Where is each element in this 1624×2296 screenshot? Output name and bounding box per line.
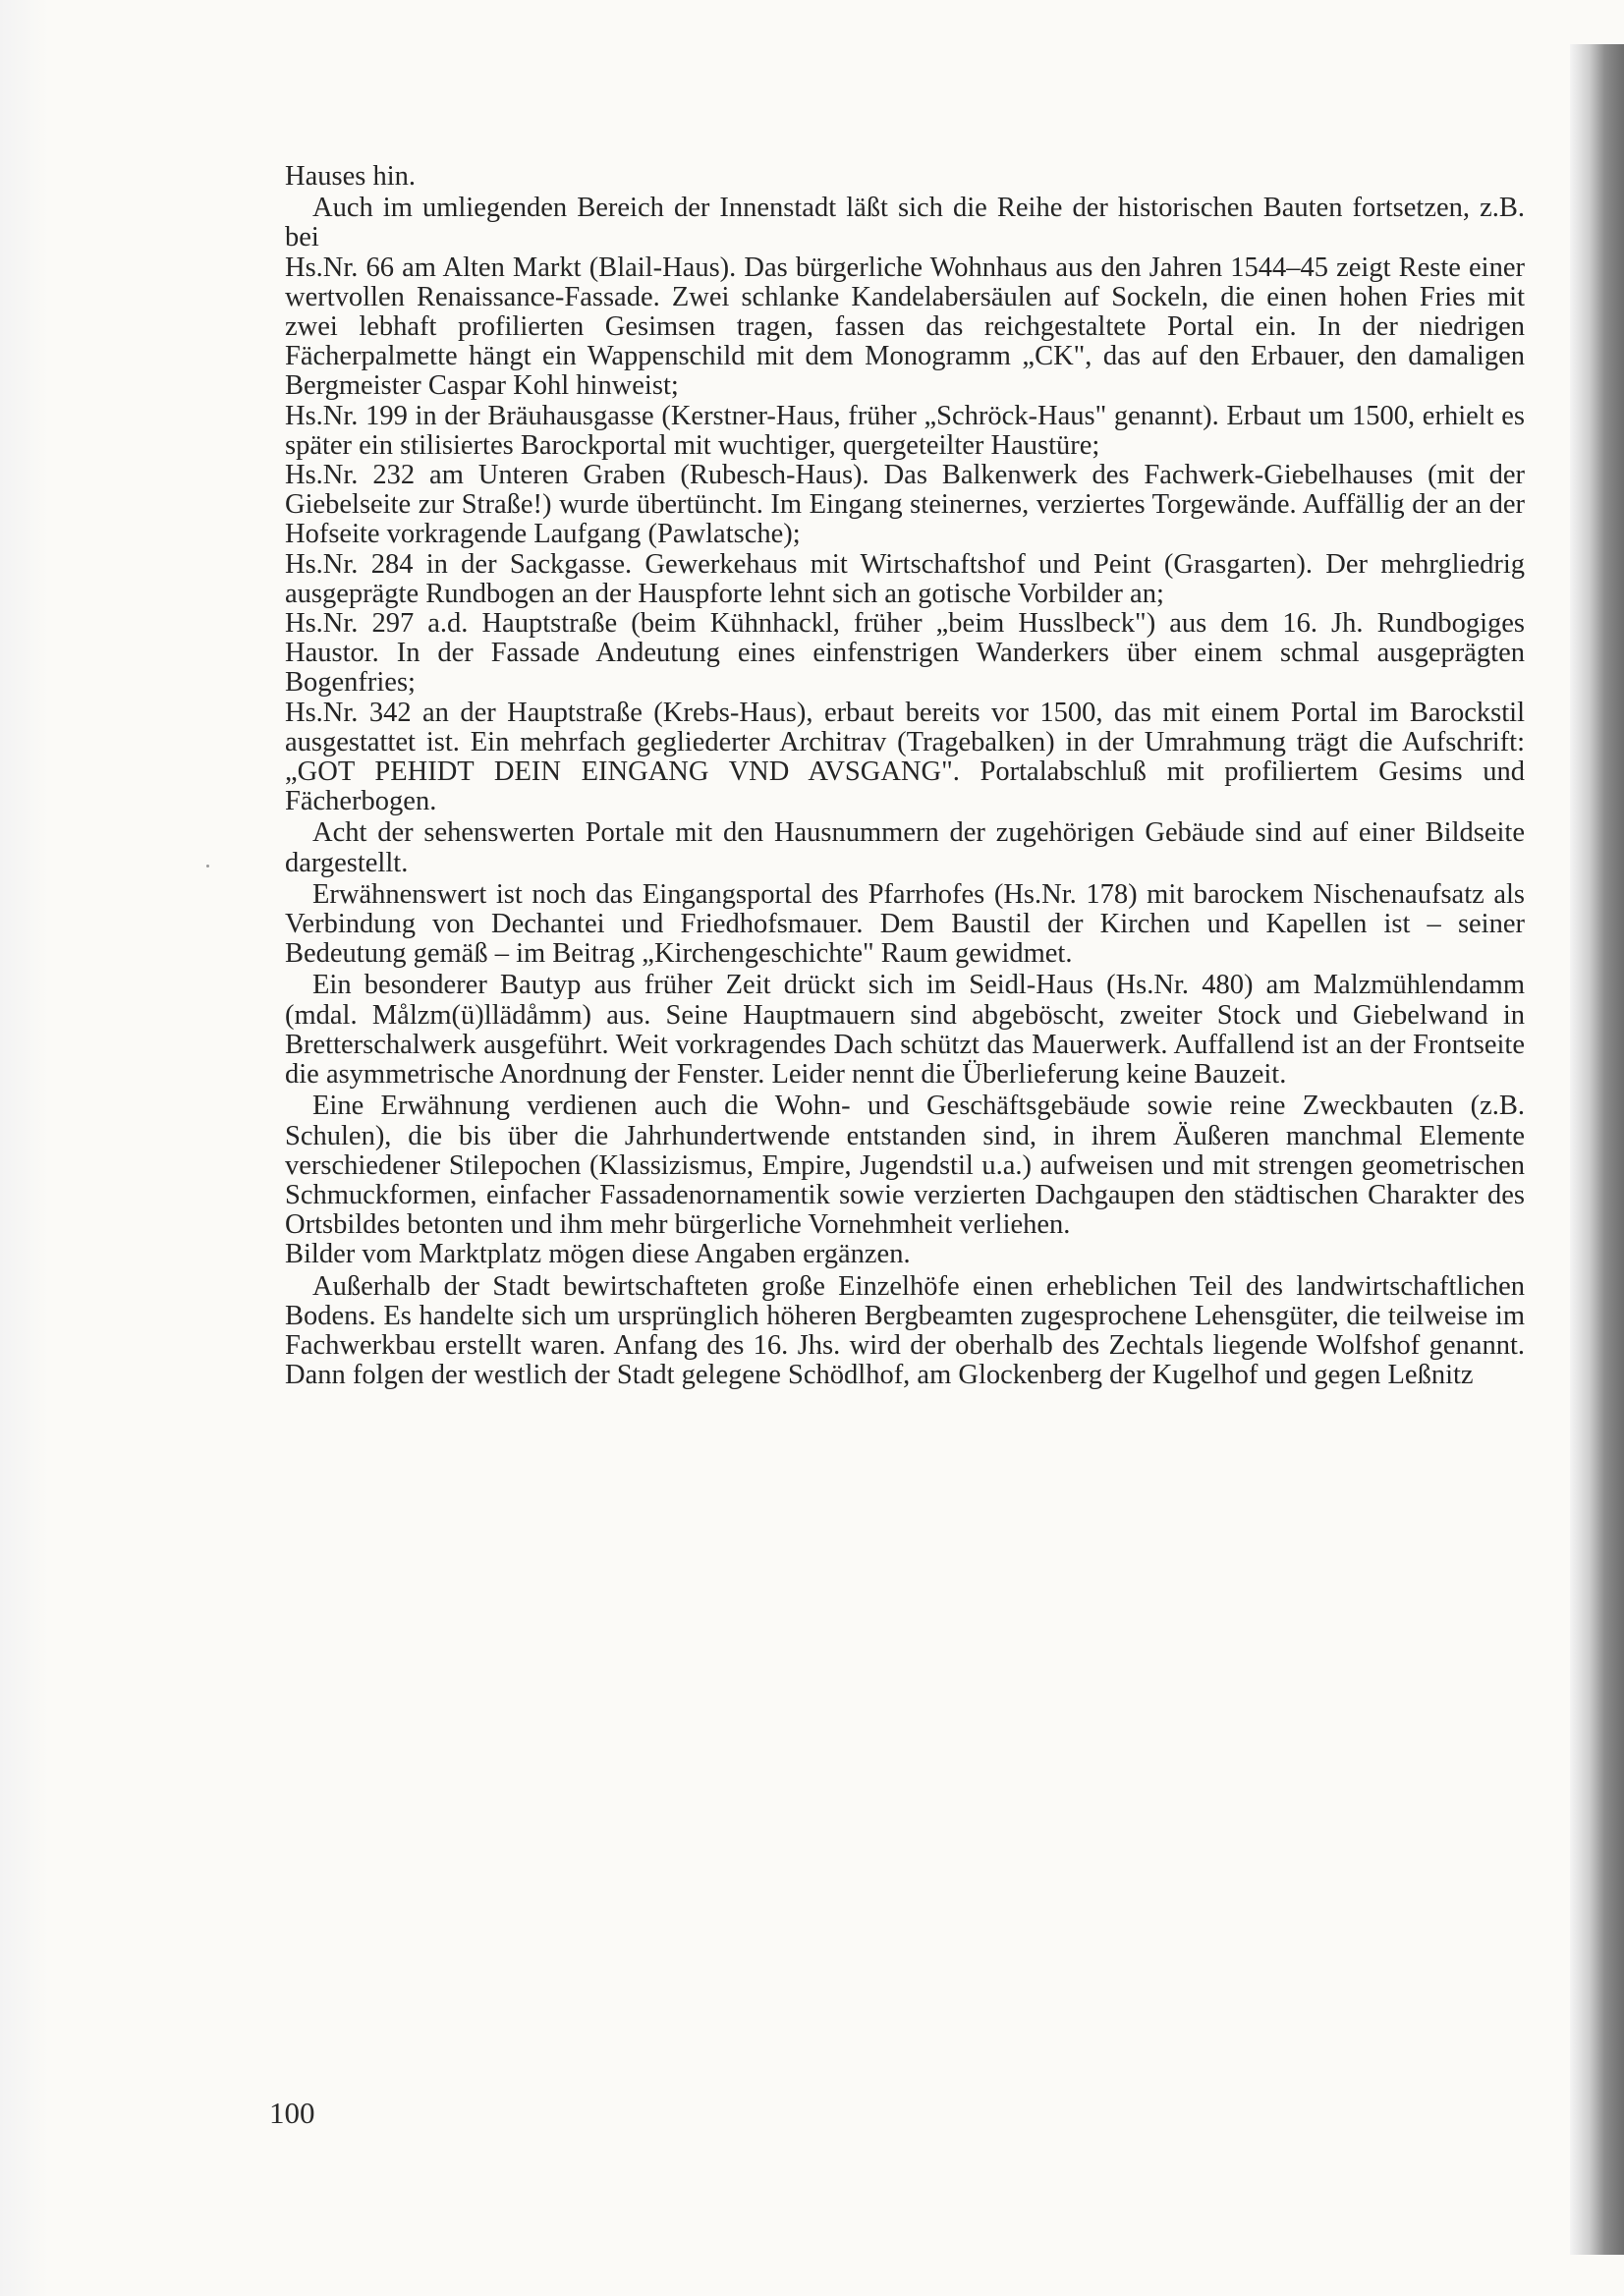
house-entry: Hs.Nr. 199 in der Bräuhausgasse (Kerstner-Haus, früher „Schröck-Haus" genannt). Erbaut um 1500, erhielt es später ein stilisiertes Barockportal mit wuchtiger, quergeteilter Haustüre; <box>285 400 1525 461</box>
house-entry: Hs.Nr. 297 a.d. Hauptstraße (beim Kühnhackl, früher „beim Husslbeck") aus dem 16. Jh. Rundbogiges Haustor. In der Fassade Andeutung eines einfenstrigen Wanderkers über einem schmal ausgeprägten Bogenfries; <box>285 608 1525 699</box>
paragraph: Bilder vom Marktplatz mögen diese Angaben ergänzen. <box>285 1239 911 1270</box>
house-entry: Hs.Nr. 232 am Unteren Graben (Rubesch-Haus). Das Balkenwerk des Fachwerk-Giebelhauses (mit der Giebelseite zur Straße!) wurde übertüncht. Im Eingang steinernes, verziertes Torgewände. Auffällig der an der Hofseite vorkragende Laufgang (Pawlatsche); <box>285 460 1525 550</box>
paragraph: Acht der sehenswerten Portale mit den Hausnummern der zugehörigen Gebäude sind auf einer Bildseite dargestellt. <box>285 817 1525 878</box>
paragraph: Auch im umliegenden Bereich der Innenstadt läßt sich die Reihe der historischen Bauten fortsetzen, z.B. bei <box>285 193 1525 253</box>
body-text <box>285 162 1525 1390</box>
scan-speck <box>206 865 209 868</box>
binding-shadow <box>1570 44 1624 2255</box>
paragraph: Außerhalb der Stadt bewirtschafteten große Einzelhöfe einen erheblichen Teil des landwirtschaftlichen Bodens. Es handelte sich um ursprünglich höheren Bergbeamten zugesprochene Lehensgüter, die teilweise im Fachwerkbau erstellt waren. Anfang des 16. Jhs. wird der oberhalb des Zechtals liegende Wolfshof genannt. Dann folgen der westlich der Stadt gelegene Schödlhof, am Glockenberg der Kugelhof und gegen Leßnitz <box>285 1270 1525 1391</box>
page-number: 100 <box>269 2096 315 2130</box>
house-entry: Hs.Nr. 284 in der Sackgasse. Gewerkehaus mit Wirtschaftshof und Peint (Grasgarten). Der mehrgliedrig ausgeprägte Rundbogen an der Hauspforte lehnt sich an gotische Vorbilder an; <box>285 548 1525 609</box>
paragraph: Ein besonderer Bautyp aus früher Zeit drückt sich im Seidl-Haus (Hs.Nr. 480) am Malzmühlendamm (mdal. Målzm(ü)llädåmm) aus. Seine Hauptmauern sind abgeböscht, zweiter Stock und Giebelwand in Bretterschalwerk ausgeführt. Weit vorkragendes Dach schützt das Mauerwerk. Auffallend ist an der Frontseite die asymmetrische Anordnung der Fenster. Leider nennt die Überlieferung keine Bauzeit. <box>285 970 1525 1091</box>
paragraph: Erwähnenswert ist noch das Eingangsportal des Pfarrhofes (Hs.Nr. 178) mit barockem Nischenaufsatz als Verbindung von Dechantei und Friedhofsmauer. Dem Baustil der Kirchen und Kapellen ist – seiner Bedeutung gemäß – im Beitrag „Kirchengeschichte" Raum gewidmet. <box>285 878 1525 970</box>
paragraph: Eine Erwähnung verdienen auch die Wohn- und Geschäftsgebäude sowie reine Zweckbauten (z.B. Schulen), die bis über die Jahrhundertwende entstanden sind, in ihrem Äußeren manchmal Elemente verschiedener Stilepochen (Klassizismus, Empire, Jugendstil u.a.) aufweisen und mit strengen geometrischen Schmuckformen, einfacher Fassadenornamentik sowie verzierten Dachgaupen den städtischen Charakter des Ortsbildes betonten und ihm mehr bürgerliche Vornehmheit verliehen. <box>285 1091 1525 1241</box>
house-entry: Hs.Nr. 342 an der Hauptstraße (Krebs-Haus), erbaut bereits vor 1500, das mit einem Portal im Barockstil ausgestattet ist. Ein mehrfach gegliederter Architrav (Tragebalken) in der Umrahmung trägt die Aufschrift: „GOT PEHIDT DEIN EINGANG VND AVSGANG". Portalabschluß mit profiliertem Gesims und Fächerbogen. <box>285 697 1525 817</box>
paragraph: Hauses hin. <box>285 161 416 192</box>
house-entry: Hs.Nr. 66 am Alten Markt (Blail-Haus). Das bürgerliche Wohnhaus aus den Jahren 1544–45 zeigt Reste einer wertvollen Renaissance-Fassade. Zwei schlanke Kandelabersäulen auf Sockeln, die einen hohen Fries mit zwei lebhaft profilierten Gesimsen tragen, fassen das reichgestaltete Portal ein. In der niedrigen Fächerpalmette hängt ein Wappenschild mit dem Monogramm „CK", das auf den Erbauer, den damaligen Bergmeister Caspar Kohl hinweist; <box>285 252 1525 402</box>
